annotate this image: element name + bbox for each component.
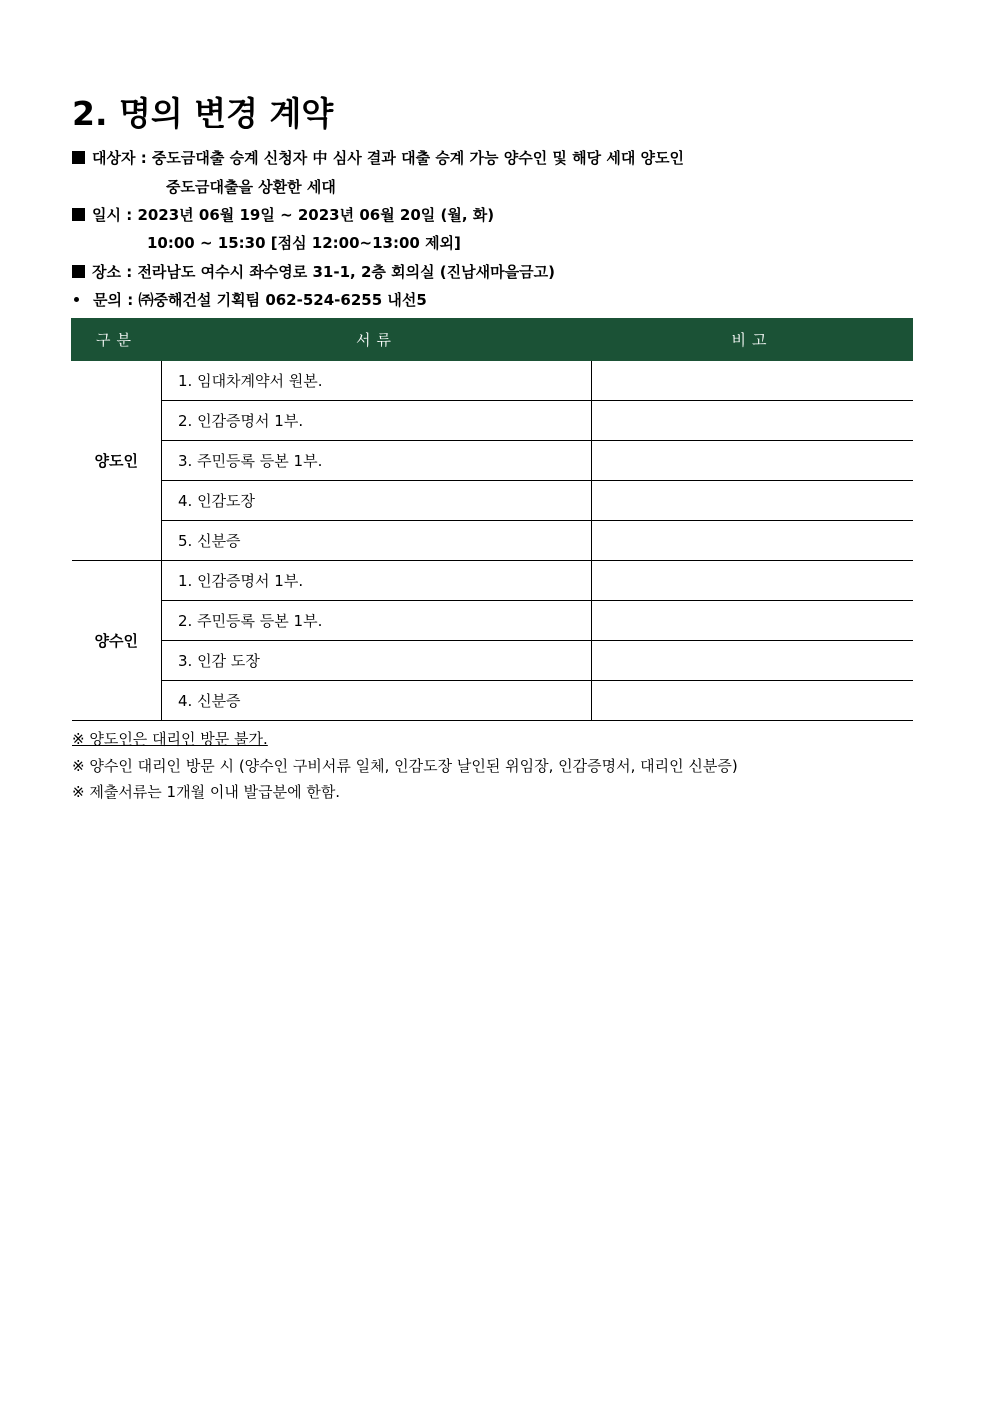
- document-item: 4. 인감도장: [162, 481, 592, 521]
- info-place-label: 장소 :: [92, 263, 138, 281]
- info-contact-value: ㈜중해건설 기획팀 062-524-6255 내선5: [138, 291, 427, 309]
- header-documents: 서류: [162, 319, 592, 361]
- remark-cell: [592, 441, 913, 481]
- info-place: [72, 262, 555, 282]
- info-contact: [72, 290, 427, 310]
- bullet-square-icon: [72, 151, 85, 164]
- info-date-line1: 2023년 06월 19일 ~ 2023년 06월 20일 (월, 화): [137, 206, 495, 224]
- document-item: 2. 주민등록 등본 1부.: [162, 601, 592, 641]
- bullet-square-icon: [72, 265, 85, 278]
- table-row: [72, 401, 913, 441]
- info-date-label: 일시 :: [92, 206, 138, 224]
- table-row: [72, 361, 913, 401]
- documents-table: [71, 318, 913, 721]
- document-item: 3. 인감 도장: [162, 641, 592, 681]
- remark-cell: [592, 601, 913, 641]
- remark-cell: [592, 401, 913, 441]
- note-no-proxy: ※ 양도인은 대리인 방문 불가.: [72, 730, 268, 748]
- info-target-line2: 중도금대출을 상환한 세대: [166, 178, 336, 196]
- remark-cell: [592, 561, 913, 601]
- document-item: 4. 신분증: [162, 681, 592, 721]
- info-target-line1: 중도금대출 승계 신청자 中 심사 결과 대출 승계 가능 양수인 및 해당 세대 양도인: [151, 149, 685, 167]
- table-row: [72, 441, 913, 481]
- table-row: [72, 641, 913, 681]
- table-header-row: [72, 319, 913, 361]
- info-date-line2: 10:00 ~ 15:30 [점심 12:00~13:00 제외]: [147, 234, 461, 252]
- remark-cell: [592, 641, 913, 681]
- document-item: 3. 주민등록 등본 1부.: [162, 441, 592, 481]
- remark-cell: [592, 481, 913, 521]
- bullet-dot-icon: [74, 297, 79, 302]
- bullet-square-icon: [72, 208, 85, 221]
- table-row: [72, 481, 913, 521]
- group-transferor: 양도인: [72, 361, 162, 561]
- table-row: [72, 561, 913, 601]
- document-item: 1. 임대차계약서 원본.: [162, 361, 592, 401]
- info-target: [72, 148, 684, 168]
- info-date: [72, 205, 494, 225]
- remark-cell: [592, 681, 913, 721]
- document-item: 1. 인감증명서 1부.: [162, 561, 592, 601]
- header-remarks: 비고: [592, 319, 913, 361]
- page-title: 2. 명의 변경 계약: [72, 94, 334, 133]
- document-item: 5. 신분증: [162, 521, 592, 561]
- remark-cell: [592, 521, 913, 561]
- remark-cell: [592, 361, 913, 401]
- info-target-label: 대상자 :: [92, 149, 152, 167]
- info-place-value: 전라남도 여수시 좌수영로 31-1, 2층 회의실 (진남새마을금고): [137, 263, 555, 281]
- note-proxy-documents: ※ 양수인 대리인 방문 시 (양수인 구비서류 일체, 인감도장 날인된 위임장, 인감증명서, 대리인 신분증): [72, 757, 738, 775]
- info-contact-label: 문의 :: [93, 291, 139, 309]
- group-transferee: 양수인: [72, 561, 162, 721]
- table-row: [72, 681, 913, 721]
- document-item: 2. 인감증명서 1부.: [162, 401, 592, 441]
- header-category: 구분: [72, 319, 162, 361]
- table-row: [72, 601, 913, 641]
- note-issue-period: ※ 제출서류는 1개월 이내 발급분에 한함.: [72, 783, 341, 801]
- table-row: [72, 521, 913, 561]
